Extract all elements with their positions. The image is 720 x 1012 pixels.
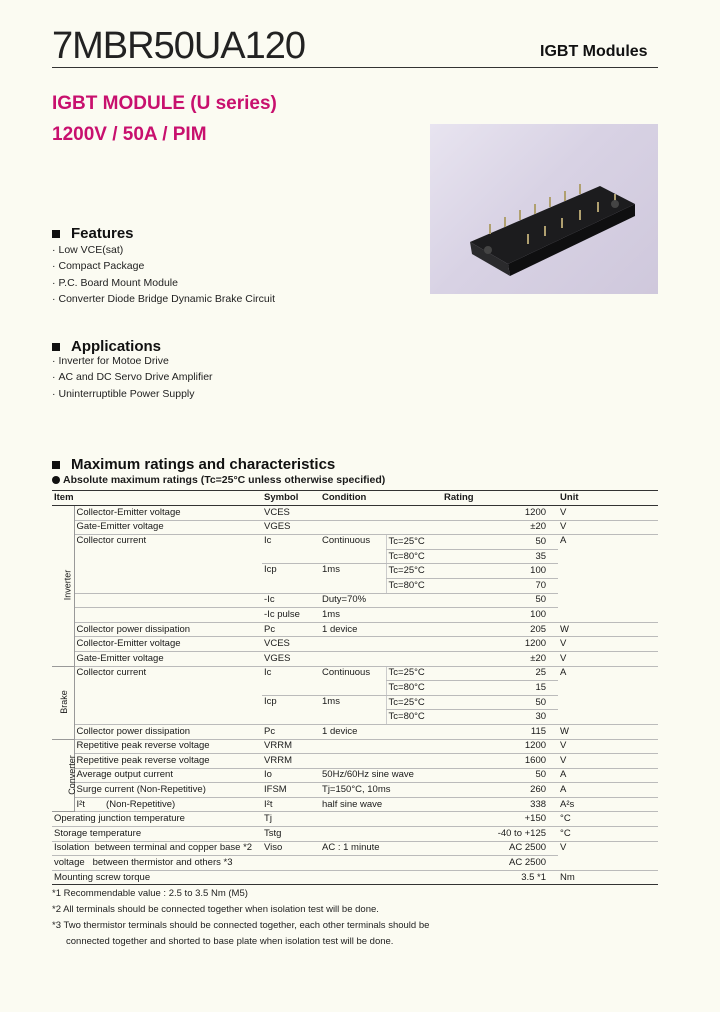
footnote: *2 All terminals should be connected together when isolation test will be done. (52, 904, 379, 915)
table-row: voltage between thermistor and others *3 AC 2500 (52, 856, 658, 871)
footnote: *1 Recommendable value : 2.5 to 3.5 Nm (M5) (52, 888, 248, 899)
features-heading: Features (52, 225, 134, 242)
list-item: · Inverter for Motoe Drive (52, 355, 169, 367)
part-number: 7MBR50UA120 (52, 25, 306, 67)
list-item: · Converter Diode Bridge Dynamic Brake Circuit (52, 292, 275, 305)
product-title: IGBT MODULE (U series) (52, 93, 277, 114)
table-row: Gate-Emitter voltage VGES ±20 V (52, 651, 658, 666)
product-photo (430, 124, 658, 294)
ratings-table (52, 490, 658, 885)
table-row: Tc=80°C 30 (52, 710, 658, 725)
table-row: Operating junction temperature Tj +150 °C (52, 812, 658, 827)
group-label-brake: Brake (52, 666, 74, 739)
col-header-symbol: Symbol (262, 491, 320, 506)
table-row: Average output current Io 50Hz/60Hz sine wave 50 A (52, 768, 658, 783)
table-row: Collector power dissipation Pc 1 device 205 W (52, 622, 658, 637)
circle-bullet-icon (52, 476, 60, 484)
table-row: Gate-Emitter voltage VGES ±20 V (52, 520, 658, 535)
list-item: · AC and DC Servo Drive Amplifier (52, 371, 213, 384)
col-header-item: Item (52, 491, 262, 506)
footnotes (52, 886, 429, 950)
table-row: Storage temperature Tstg -40 to +125 °C (52, 827, 658, 842)
list-item: · Low VCE(sat) (52, 244, 124, 256)
table-row: Tc=80°C 70 (52, 578, 658, 593)
table-row: -Ic Duty=70% 50 (52, 593, 658, 608)
applications-list (52, 353, 213, 402)
square-bullet-icon (52, 230, 60, 238)
col-header-rating: Rating (442, 491, 558, 506)
table-row: Collector-Emitter voltage VCES 1200 V (52, 637, 658, 652)
table-row: I²t (Non-Repetitive) I²t half sine wave 338 A²s (52, 797, 658, 812)
col-header-unit: Unit (558, 491, 658, 506)
table-row: Surge current (Non-Repetitive) IFSM Tj=150°C, 10ms 260 A (52, 783, 658, 798)
list-item: · P.C. Board Mount Module (52, 276, 178, 289)
list-item: · Uninterruptible Power Supply (52, 387, 195, 400)
ratings-subheading: Absolute maximum ratings (Tc=25°C unless otherwise specified) (52, 474, 385, 486)
group-label-converter: Converter (52, 739, 74, 812)
footnote: connected together and shorted to base plate when isolation test will be done. (66, 936, 394, 947)
square-bullet-icon (52, 343, 60, 351)
table-row: Repetitive peak reverse voltage VRRM 1600 V (52, 754, 658, 769)
footnote: *3 Two thermistor terminals should be connected together, each other terminals should be (52, 920, 430, 931)
table-row: Icp 1ms Tc=25°C 50 (52, 695, 658, 710)
table-row: Isolation between terminal and copper base *2 Viso AC : 1 minute AC 2500 V (52, 841, 658, 856)
col-header-condition: Condition (320, 491, 442, 506)
table-row: Collector power dissipation Pc 1 device 115 W (52, 724, 658, 739)
applications-heading: Applications (52, 338, 161, 355)
top-rule (52, 67, 658, 68)
category-label: IGBT Modules (540, 43, 648, 60)
table-row: Tc=80°C 35 (52, 549, 658, 564)
table-header-row (52, 491, 658, 506)
table-row: Tc=80°C 15 (52, 681, 658, 696)
table-row: Converter Repetitive peak reverse voltage VRRM 1200 V (52, 739, 658, 754)
group-label-inverter: Inverter (52, 506, 74, 667)
table-row: Mounting screw torque 3.5 *1 Nm (52, 870, 658, 885)
product-subtitle: 1200V / 50A / PIM (52, 124, 207, 145)
table-row: -Ic pulse 1ms 100 (52, 608, 658, 623)
ratings-heading: Maximum ratings and characteristics (52, 456, 335, 473)
table-row: Inverter Collector-Emitter voltage VCES 1200 V (52, 506, 658, 521)
list-item: · Compact Package (52, 260, 145, 273)
features-list (52, 242, 275, 307)
table-row: Icp 1ms Tc=25°C 100 (52, 564, 658, 579)
table-row: Collector current Ic Continuous Tc=25°C 50 A (52, 535, 658, 550)
square-bullet-icon (52, 461, 60, 469)
table-row: Brake Collector current Ic Continuous Tc=25°C 25 A (52, 666, 658, 681)
